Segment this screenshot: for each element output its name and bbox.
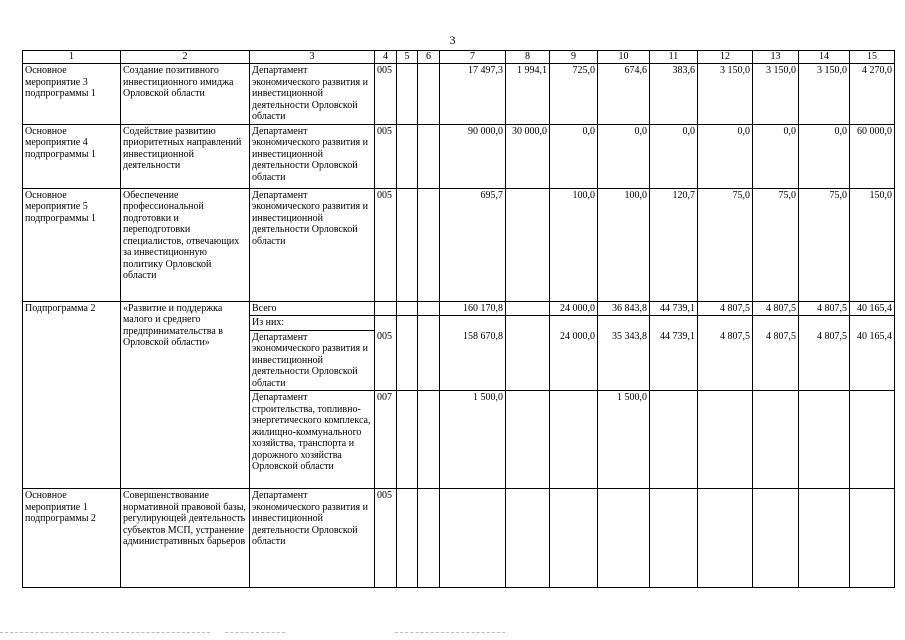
amount-cell [506, 391, 550, 489]
col-header: 8 [506, 51, 550, 64]
amount-cell: 75,0 [698, 188, 753, 301]
col-header: 2 [121, 51, 250, 64]
amount-cell [650, 489, 698, 588]
amount-cell [506, 489, 550, 588]
amount-cell [506, 188, 550, 301]
header-row [23, 51, 895, 64]
amount-cell: 4 807,5 [799, 330, 850, 391]
col-header: 11 [650, 51, 698, 64]
amount-cell: 1 500,0 [598, 391, 650, 489]
code-cell [397, 301, 418, 316]
code-cell [397, 489, 418, 588]
amount-cell: 3 150,0 [799, 64, 850, 125]
amount-cell: 120,7 [650, 188, 698, 301]
table-row [23, 64, 895, 125]
responsible-executor: Департамент строительства, топливно-энергетического комплекса, жилищно-коммунального хозяйства, транспорта и дорожного хозяйства Орловской области [250, 391, 375, 489]
amount-cell [440, 489, 506, 588]
code-cell [397, 316, 418, 331]
amount-cell [506, 316, 550, 331]
amount-cell: 24 000,0 [550, 301, 598, 316]
amount-cell [550, 489, 598, 588]
amount-cell: 0,0 [650, 124, 698, 188]
amount-cell: 60 000,0 [850, 124, 895, 188]
code-cell: 005 [375, 124, 397, 188]
code-cell: 005 [375, 188, 397, 301]
measure-description: Создание позитивного инвестиционного имиджа Орловской области [121, 64, 250, 125]
amount-cell: 4 270,0 [850, 64, 895, 125]
col-header: 7 [440, 51, 506, 64]
measure-name: Основное мероприятие 1 подпрограммы 2 [23, 489, 121, 588]
col-header: 14 [799, 51, 850, 64]
code-cell [418, 391, 440, 489]
code-cell [397, 391, 418, 489]
footer-divider [225, 632, 285, 633]
code-cell [418, 124, 440, 188]
amount-cell: 17 497,3 [440, 64, 506, 125]
col-header: 4 [375, 51, 397, 64]
amount-cell [799, 489, 850, 588]
amount-cell [698, 391, 753, 489]
page-number: 3 [449, 33, 456, 47]
amount-cell: 0,0 [698, 124, 753, 188]
code-cell [418, 316, 440, 331]
measure-name: Основное мероприятие 5 подпрограммы 1 [23, 188, 121, 301]
amount-cell: 75,0 [799, 188, 850, 301]
amount-cell: 3 150,0 [698, 64, 753, 125]
col-header: 6 [418, 51, 440, 64]
amount-cell: 1 994,1 [506, 64, 550, 125]
code-cell [375, 316, 397, 331]
amount-cell [550, 391, 598, 489]
of-them-label: Из них: [250, 316, 375, 331]
code-cell [418, 330, 440, 391]
amount-cell [506, 301, 550, 316]
amount-cell [506, 330, 550, 391]
code-cell [418, 301, 440, 316]
amount-cell: 725,0 [550, 64, 598, 125]
amount-cell: 1 500,0 [440, 391, 506, 489]
amount-cell: 44 739,1 [650, 330, 698, 391]
responsible-executor: Департамент экономического развития и инвестиционной деятельности Орловской области [250, 188, 375, 301]
amount-cell: 0,0 [598, 124, 650, 188]
table-row [23, 489, 895, 588]
measure-description: Совершенствование нормативной правовой базы, регулирующей деятельность субъектов МСП, устранение административных барьеров [121, 489, 250, 588]
amount-cell [698, 489, 753, 588]
amount-cell: 150,0 [850, 188, 895, 301]
amount-cell [550, 316, 598, 331]
measure-name: Основное мероприятие 3 подпрограммы 1 [23, 64, 121, 125]
code-cell: 005 [375, 64, 397, 125]
total-label: Всего [250, 301, 375, 316]
subprogram-name: Подпрограмма 2 [23, 301, 121, 489]
code-cell: 007 [375, 391, 397, 489]
col-header: 15 [850, 51, 895, 64]
amount-cell: 36 843,8 [598, 301, 650, 316]
amount-cell: 0,0 [550, 124, 598, 188]
amount-cell [850, 391, 895, 489]
amount-cell [440, 316, 506, 331]
code-cell [397, 124, 418, 188]
amount-cell: 3 150,0 [753, 64, 799, 125]
amount-cell [850, 489, 895, 588]
amount-cell: 4 807,5 [753, 330, 799, 391]
amount-cell [650, 391, 698, 489]
amount-cell: 24 000,0 [550, 330, 598, 391]
code-cell [397, 330, 418, 391]
amount-cell: 30 000,0 [506, 124, 550, 188]
amount-cell [799, 316, 850, 331]
table-row [23, 124, 895, 188]
amount-cell: 100,0 [550, 188, 598, 301]
code-cell [418, 188, 440, 301]
amount-cell: 674,6 [598, 64, 650, 125]
code-cell [418, 64, 440, 125]
amount-cell [598, 489, 650, 588]
amount-cell [753, 316, 799, 331]
code-cell: 005 [375, 330, 397, 391]
code-cell: 005 [375, 489, 397, 588]
amount-cell: 4 807,5 [799, 301, 850, 316]
table-row [23, 188, 895, 301]
amount-cell [598, 316, 650, 331]
responsible-executor: Департамент экономического развития и инвестиционной деятельности Орловской области [250, 64, 375, 125]
measure-description: Обеспечение профессиональной подготовки и переподготовки специалистов, отвечающих за инвестиционную политику Орловской области [121, 188, 250, 301]
budget-table [22, 50, 895, 588]
measure-description: Содействие развитию приоритетных направлений инвестиционной деятельности [121, 124, 250, 188]
measure-name: Основное мероприятие 4 подпрограммы 1 [23, 124, 121, 188]
amount-cell [650, 316, 698, 331]
col-header: 5 [397, 51, 418, 64]
footer-divider [0, 632, 210, 633]
responsible-executor: Департамент экономического развития и инвестиционной деятельности Орловской области [250, 330, 375, 391]
amount-cell: 4 807,5 [698, 301, 753, 316]
amount-cell: 4 807,5 [698, 330, 753, 391]
col-header: 12 [698, 51, 753, 64]
amount-cell [850, 316, 895, 331]
amount-cell [698, 316, 753, 331]
subprogram-description: «Развитие и поддержка малого и среднего предпринимательства в Орловской области» [121, 301, 250, 489]
code-cell [418, 489, 440, 588]
amount-cell [753, 391, 799, 489]
responsible-executor: Департамент экономического развития и инвестиционной деятельности Орловской области [250, 124, 375, 188]
code-cell [375, 301, 397, 316]
code-cell [397, 64, 418, 125]
amount-cell: 0,0 [753, 124, 799, 188]
amount-cell: 100,0 [598, 188, 650, 301]
amount-cell: 158 670,8 [440, 330, 506, 391]
table-row-total [23, 301, 895, 316]
amount-cell: 75,0 [753, 188, 799, 301]
amount-cell: 44 739,1 [650, 301, 698, 316]
col-header: 9 [550, 51, 598, 64]
amount-cell: 383,6 [650, 64, 698, 125]
amount-cell [753, 489, 799, 588]
amount-cell: 35 343,8 [598, 330, 650, 391]
amount-cell: 4 807,5 [753, 301, 799, 316]
col-header: 10 [598, 51, 650, 64]
col-header: 3 [250, 51, 375, 64]
amount-cell: 40 165,4 [850, 301, 895, 316]
col-header: 13 [753, 51, 799, 64]
amount-cell: 0,0 [799, 124, 850, 188]
amount-cell: 695,7 [440, 188, 506, 301]
amount-cell [799, 391, 850, 489]
responsible-executor: Департамент экономического развития и инвестиционной деятельности Орловской области [250, 489, 375, 588]
footer-divider [395, 632, 505, 633]
amount-cell: 160 170,8 [440, 301, 506, 316]
code-cell [397, 188, 418, 301]
amount-cell: 40 165,4 [850, 330, 895, 391]
col-header: 1 [23, 51, 121, 64]
amount-cell: 90 000,0 [440, 124, 506, 188]
